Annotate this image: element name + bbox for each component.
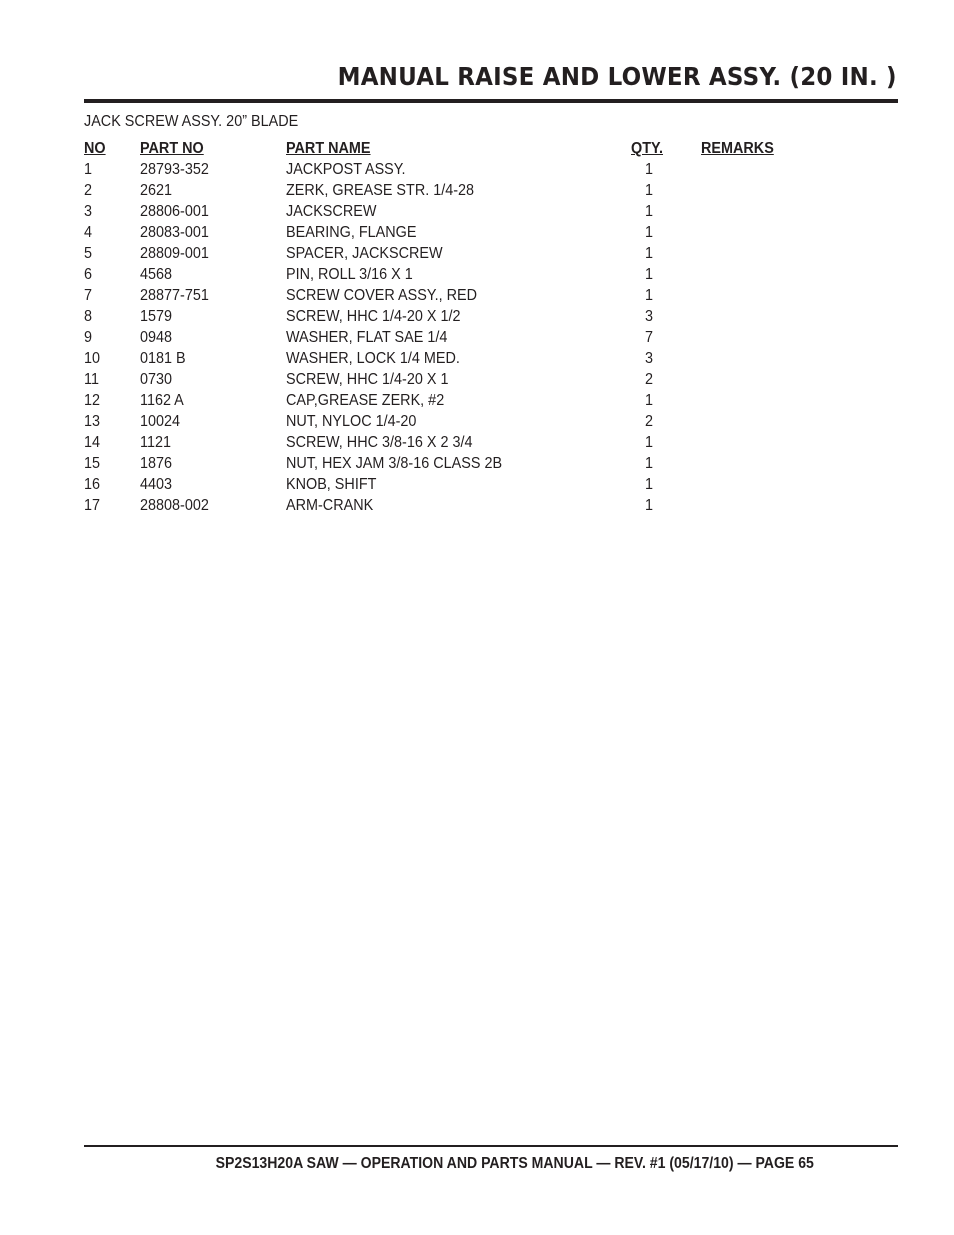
table-row <box>84 202 898 223</box>
table-body <box>84 160 898 517</box>
row-qty: 1 <box>644 245 654 262</box>
row-qty: 3 <box>644 350 654 367</box>
row-part-name: WASHER, FLAT SAE 1/4 <box>286 329 448 346</box>
row-part-no: 28793-352 <box>140 161 209 178</box>
page-footer: SP2S13H20A SAW — OPERATION AND PARTS MANUAL — REV. #1 (05/17/10) — PAGE 65 <box>215 1155 814 1172</box>
header-qty: QTY. <box>631 140 664 157</box>
table-row <box>84 160 898 181</box>
row-no: 16 <box>84 476 101 493</box>
row-part-name: KNOB, SHIFT <box>286 476 377 493</box>
table-row <box>84 328 898 349</box>
row-no: 7 <box>84 287 93 304</box>
row-no: 5 <box>84 245 93 262</box>
row-qty: 1 <box>644 266 654 283</box>
row-part-name: ARM-CRANK <box>286 497 374 514</box>
row-qty: 3 <box>644 308 654 325</box>
row-part-no: 1162 A <box>140 392 184 409</box>
section-heading: JACK SCREW ASSY. 20” BLADE <box>84 113 299 130</box>
row-part-name: SCREW, HHC 1/4-20 X 1/2 <box>286 308 461 325</box>
header-part-no: PART NO <box>140 140 204 157</box>
row-part-no: 0948 <box>140 329 173 346</box>
row-part-no: 4568 <box>140 266 173 283</box>
table-row <box>84 349 898 370</box>
parts-table <box>84 139 898 517</box>
row-no: 6 <box>84 266 93 283</box>
table-row <box>84 391 898 412</box>
row-part-no: 28809-001 <box>140 245 209 262</box>
row-part-no: 2621 <box>140 182 173 199</box>
header-no: NO <box>84 140 106 157</box>
row-part-no: 28083-001 <box>140 224 209 241</box>
row-qty: 2 <box>644 371 654 388</box>
row-no: 2 <box>84 182 93 199</box>
row-no: 1 <box>84 161 93 178</box>
table-row <box>84 286 898 307</box>
row-part-no: 28877-751 <box>140 287 209 304</box>
row-part-name: WASHER, LOCK 1/4 MED. <box>286 350 460 367</box>
row-part-no: 28806-001 <box>140 203 209 220</box>
row-qty: 1 <box>644 203 654 220</box>
row-qty: 1 <box>644 392 654 409</box>
row-part-name: SCREW, HHC 3/8-16 X 2 3/4 <box>286 434 473 451</box>
row-no: 13 <box>84 413 101 430</box>
row-part-name: SPACER, JACKSCREW <box>286 245 443 262</box>
footer-divider <box>84 1145 898 1147</box>
row-part-name: PIN, ROLL 3/16 X 1 <box>286 266 413 283</box>
table-row <box>84 307 898 328</box>
row-part-no: 1579 <box>140 308 173 325</box>
table-row <box>84 433 898 454</box>
row-part-no: 4403 <box>140 476 173 493</box>
row-qty: 1 <box>644 455 654 472</box>
row-qty: 1 <box>644 161 654 178</box>
table-row <box>84 181 898 202</box>
row-no: 14 <box>84 434 101 451</box>
row-qty: 1 <box>644 287 654 304</box>
table-row <box>84 244 898 265</box>
row-qty: 1 <box>644 434 654 451</box>
table-row <box>84 454 898 475</box>
row-part-name: SCREW, HHC 1/4-20 X 1 <box>286 371 449 388</box>
row-no: 9 <box>84 329 93 346</box>
row-no: 10 <box>84 350 101 367</box>
row-qty: 7 <box>644 329 654 346</box>
row-qty: 1 <box>644 182 654 199</box>
header-part-name: PART NAME <box>286 140 371 157</box>
row-no: 12 <box>84 392 101 409</box>
row-no: 17 <box>84 497 101 514</box>
table-row <box>84 370 898 391</box>
row-part-name: BEARING, FLANGE <box>286 224 417 241</box>
row-no: 4 <box>84 224 93 241</box>
row-part-name: SCREW COVER ASSY., RED <box>286 287 477 304</box>
row-part-name: CAP,GREASE ZERK, #2 <box>286 392 445 409</box>
row-part-no: 0181 B <box>140 350 186 367</box>
row-no: 15 <box>84 455 101 472</box>
row-part-name: JACKSCREW <box>286 203 377 220</box>
table-row <box>84 223 898 244</box>
table-row <box>84 496 898 517</box>
row-part-name: NUT, NYLOC 1/4-20 <box>286 413 417 430</box>
row-qty: 2 <box>644 413 654 430</box>
row-no: 11 <box>84 371 99 388</box>
table-header-row <box>84 139 898 160</box>
row-part-no: 10024 <box>140 413 181 430</box>
table-row <box>84 265 898 286</box>
header-remarks: REMARKS <box>701 140 774 157</box>
table-row <box>84 412 898 433</box>
page-title: MANUAL RAISE AND LOWER ASSY. (20 IN. ) <box>337 62 897 91</box>
row-part-name: ZERK, GREASE STR. 1/4-28 <box>286 182 475 199</box>
row-qty: 1 <box>644 224 654 241</box>
row-part-name: JACKPOST ASSY. <box>286 161 406 178</box>
row-part-no: 28808-002 <box>140 497 209 514</box>
table-row <box>84 475 898 496</box>
row-part-no: 1876 <box>140 455 173 472</box>
row-no: 3 <box>84 203 93 220</box>
row-part-name: NUT, HEX JAM 3/8-16 CLASS 2B <box>286 455 503 472</box>
row-qty: 1 <box>644 497 654 514</box>
row-no: 8 <box>84 308 93 325</box>
row-qty: 1 <box>644 476 654 493</box>
row-part-no: 1121 <box>140 434 171 451</box>
row-part-no: 0730 <box>140 371 173 388</box>
title-divider <box>84 99 898 103</box>
